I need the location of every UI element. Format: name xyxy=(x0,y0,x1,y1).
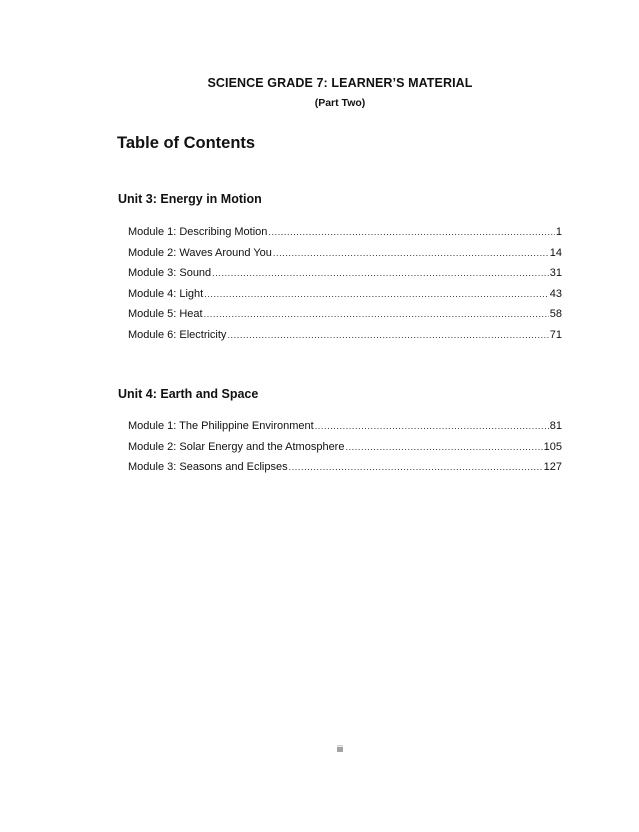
toc-entry xyxy=(128,308,562,329)
toc-heading: Table of Contents xyxy=(117,134,256,152)
dot-leader xyxy=(345,442,542,452)
toc-entry xyxy=(128,461,562,482)
dot-leader xyxy=(315,421,549,431)
document-title: SCIENCE GRADE 7: LEARNER’S MATERIAL xyxy=(207,76,473,90)
toc-entry-page: 127 xyxy=(543,461,562,474)
toc-entry xyxy=(128,288,562,309)
toc-entry-label: Module 1: The Philippine Environment xyxy=(128,420,314,432)
toc-entry-page: 105 xyxy=(543,440,562,453)
toc-entry-page: 43 xyxy=(549,287,562,300)
toc-entry xyxy=(128,226,562,247)
toc-entry xyxy=(128,420,562,441)
unit-3-module-list xyxy=(128,226,562,350)
toc-entry-label: Module 2: Solar Energy and the Atmosphere xyxy=(128,440,345,453)
dot-leader xyxy=(268,227,554,237)
toc-entry-label: Module 3: Seasons and Eclipses xyxy=(128,461,288,474)
dot-leader xyxy=(227,330,548,340)
toc-entry xyxy=(128,247,562,268)
unit-heading-4: Unit 4: Earth and Space xyxy=(118,387,259,401)
toc-entry-page: 31 xyxy=(549,267,562,280)
toc-entry-label: Module 2: Waves Around You xyxy=(128,246,272,259)
toc-entry xyxy=(128,441,562,462)
toc-entry-page: 81 xyxy=(549,420,562,432)
toc-entry-page: 14 xyxy=(549,246,562,259)
dot-leader xyxy=(273,248,549,258)
toc-entry-label: Module 1: Describing Motion xyxy=(128,226,268,238)
dot-leader xyxy=(289,462,543,472)
unit-heading-3: Unit 3: Energy in Motion xyxy=(118,192,262,206)
toc-entry-label: Module 4: Light xyxy=(128,287,204,300)
dot-leader xyxy=(212,268,549,278)
toc-entry-page: 58 xyxy=(549,308,562,321)
toc-entry-label: Module 5: Heat xyxy=(128,308,203,321)
dot-leader xyxy=(204,289,549,299)
document-subtitle: (Part Two) xyxy=(314,97,366,109)
page-number: iii xyxy=(337,744,343,754)
toc-entry-page: 1 xyxy=(555,226,562,238)
dot-leader xyxy=(204,309,549,319)
toc-entry xyxy=(128,329,562,350)
unit-4-module-list xyxy=(128,420,562,482)
toc-entry xyxy=(128,267,562,288)
toc-entry-label: Module 6: Electricity xyxy=(128,328,227,341)
toc-entry-page: 71 xyxy=(549,328,562,341)
toc-entry-label: Module 3: Sound xyxy=(128,267,212,280)
